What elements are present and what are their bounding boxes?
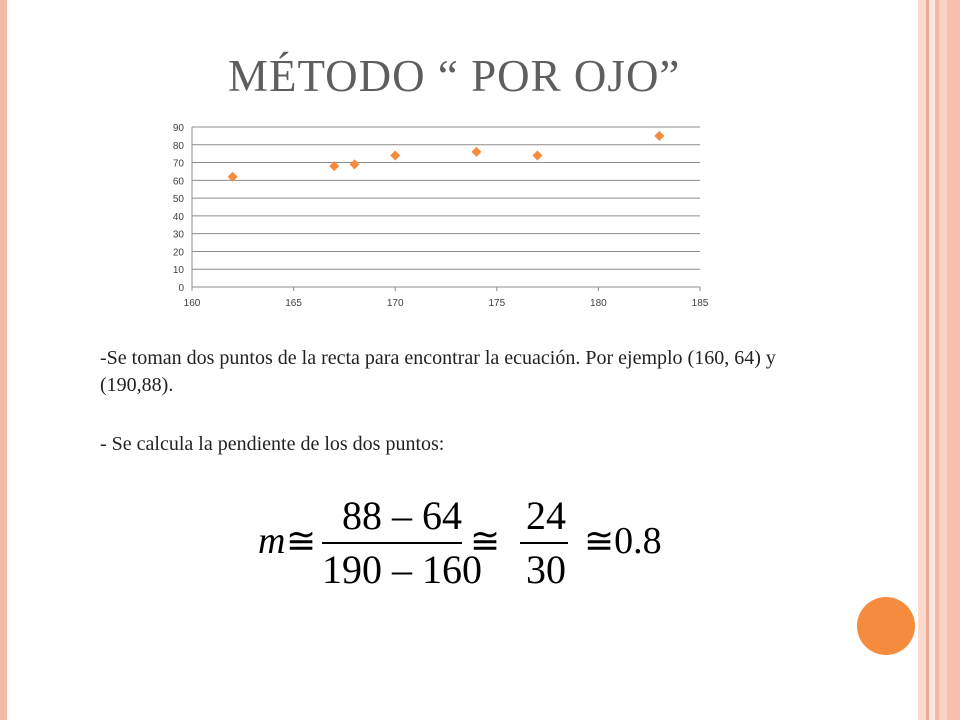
x-tick-label: 175: [488, 298, 506, 309]
fraction1-numerator: 88 – 64: [342, 493, 462, 538]
x-tick-label: 185: [691, 298, 709, 309]
paragraph-slope: - Se calcula la pendiente de los dos puntos:: [100, 433, 445, 455]
y-tick-label: 0: [178, 283, 184, 294]
approx-symbol: ≅: [470, 521, 501, 561]
decorative-orange-circle: [857, 597, 915, 655]
y-tick-label: 70: [172, 158, 184, 170]
data-point: [390, 150, 400, 160]
y-tick-label: 90: [172, 123, 184, 134]
data-point: [532, 150, 542, 160]
data-point: [654, 131, 664, 141]
formula-variable: m: [258, 520, 286, 562]
data-point: [350, 159, 360, 169]
formula-result: [584, 519, 662, 563]
scatter-chart: [150, 113, 720, 313]
y-tick-label: 20: [172, 247, 184, 259]
x-tick-label: 165: [285, 298, 302, 309]
x-tick-label: 180: [590, 298, 607, 309]
left-frame-border: [0, 0, 7, 720]
x-tick-label: 160: [183, 298, 201, 309]
fraction2-denominator: 30: [526, 547, 566, 592]
y-tick-label: 80: [172, 140, 184, 152]
fraction1-bar: [322, 542, 462, 544]
fraction1-denominator: 190 – 160: [322, 547, 482, 592]
approx-symbol: ≅: [584, 521, 615, 561]
slide-title: MÉTODO “ POR OJO”: [228, 51, 681, 101]
fraction2-numerator: 24: [526, 493, 566, 538]
result-value: 0.8: [614, 520, 662, 562]
slope-formula: [250, 490, 662, 600]
approx-symbol: ≅: [286, 521, 317, 561]
y-tick-label: 30: [172, 229, 184, 241]
y-tick-label: 50: [172, 194, 184, 206]
paragraph-points: -Se toman dos puntos de la recta para encontrar la ecuación. Por ejemplo (160, 64) y (190,88).: [100, 347, 776, 396]
y-tick-label: 40: [172, 211, 184, 223]
decorative-stripe: [947, 0, 960, 720]
x-tick-label: 170: [386, 298, 404, 309]
y-tick-label: 10: [172, 265, 184, 277]
fraction2-bar: [520, 542, 568, 544]
decorative-stripe: [939, 0, 947, 720]
data-point: [471, 147, 481, 157]
decorative-stripe: [918, 0, 926, 720]
y-tick-label: 60: [172, 176, 184, 188]
